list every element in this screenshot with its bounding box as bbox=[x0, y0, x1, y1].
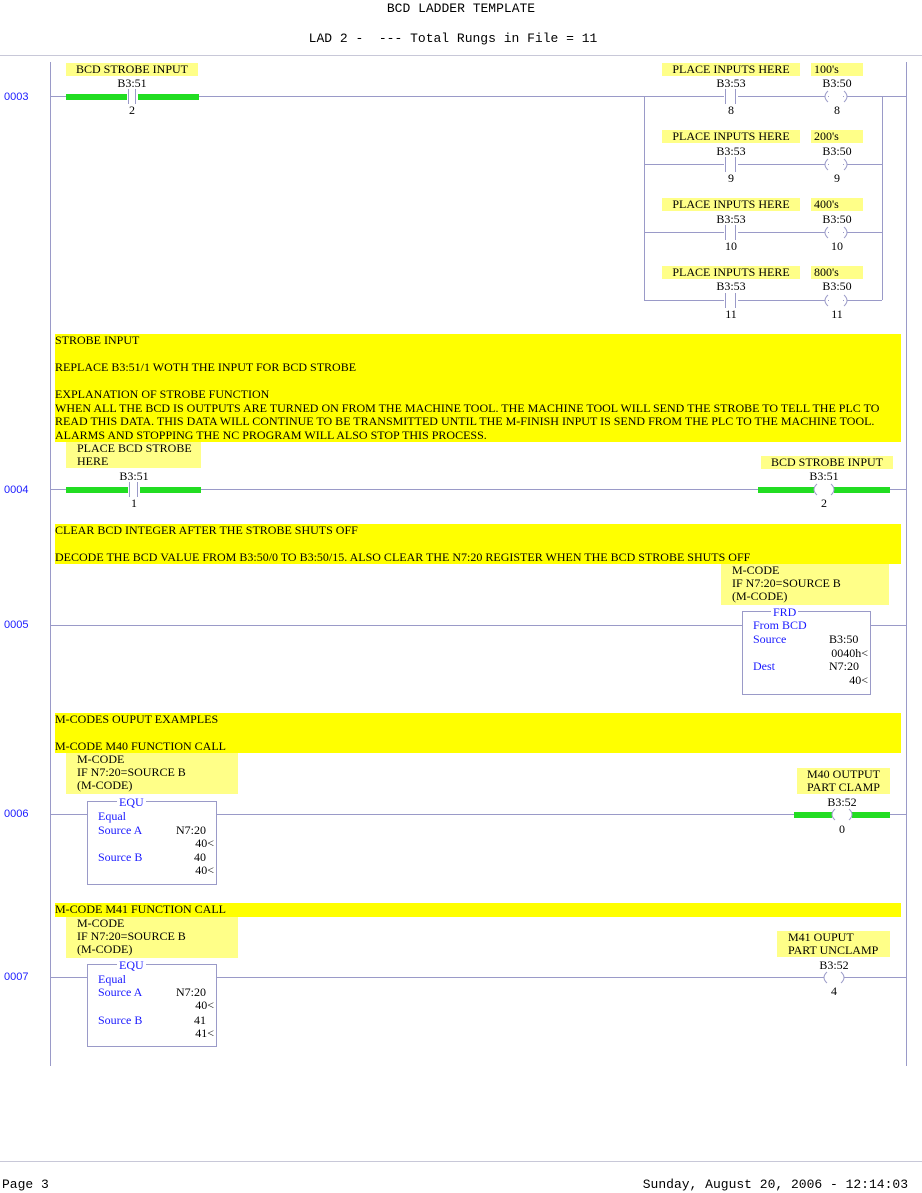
coil-description: BCD STROBE INPUT bbox=[761, 456, 893, 469]
branch-input-description: PLACE INPUTS HERE bbox=[662, 198, 800, 211]
rung-number-0006[interactable]: 0006 bbox=[4, 808, 29, 820]
contact-description bbox=[66, 442, 201, 468]
branch-coil-address: B3:50 bbox=[822, 279, 852, 293]
frd-instruction-box[interactable] bbox=[742, 605, 871, 695]
instruction-description-line1: M-CODE bbox=[77, 752, 125, 766]
branch-input-address: B3:53 bbox=[716, 144, 746, 158]
branch-input-description: PLACE INPUTS HERE bbox=[662, 63, 800, 76]
equ-mnemonic: EQU bbox=[119, 958, 144, 972]
branch-input-address: B3:53 bbox=[716, 279, 746, 293]
coil-address: B3:52 bbox=[827, 795, 857, 809]
equ-source-b-label: Source B bbox=[98, 850, 143, 864]
contact-b3-53-11 bbox=[724, 293, 738, 308]
equ-source-a-label: Source A bbox=[98, 823, 143, 837]
contact-bit: 1 bbox=[131, 496, 137, 510]
instruction-description-line2: IF N7:20=SOURCE B bbox=[77, 929, 186, 943]
rung-comment: CLEAR BCD INTEGER AFTER THE STROBE SHUTS OFF DECODE THE BCD VALUE FROM B3:50/0 TO B3:50/15. ALSO CLEAR THE N7:20 REGISTER WHEN THE BCD STROBE SHUTS OFF bbox=[55, 524, 901, 564]
contact-address: B3:51 bbox=[117, 76, 147, 90]
branch-coil-address: B3:50 bbox=[822, 212, 852, 226]
coil-address: B3:51 bbox=[809, 469, 839, 483]
equ-source-b: 41 bbox=[194, 1013, 206, 1027]
instruction-description-line3: (M-CODE) bbox=[77, 942, 133, 956]
equ-instruction-box[interactable] bbox=[87, 795, 217, 885]
page-number: Page 3 bbox=[2, 1177, 49, 1192]
equ-source-b-value: 41< bbox=[195, 1026, 214, 1040]
frd-mnemonic: FRD bbox=[773, 605, 797, 619]
branch-coil-description: 100's bbox=[811, 63, 863, 76]
branch-input-address: B3:53 bbox=[716, 76, 746, 90]
coil-bit: 2 bbox=[821, 496, 827, 510]
branch-coil-bit: 8 bbox=[834, 103, 840, 117]
rung-comment: M-CODES OUPUT EXAMPLES M-CODE M40 FUNCTION CALL bbox=[55, 713, 901, 753]
equ-source-a: N7:20 bbox=[176, 985, 206, 999]
equ-name: Equal bbox=[98, 972, 126, 986]
branch-coil-address: B3:50 bbox=[822, 76, 852, 90]
instruction-description-line3: (M-CODE) bbox=[732, 589, 788, 603]
branch-coil-description: 200's bbox=[811, 130, 863, 143]
coil-description bbox=[777, 931, 890, 957]
equ-name: Equal bbox=[98, 809, 126, 823]
contact-description-line1: PLACE BCD STROBE bbox=[77, 441, 192, 455]
coil-description-line2: PART UNCLAMP bbox=[788, 943, 879, 957]
equ-instruction-box[interactable] bbox=[87, 958, 217, 1047]
branch-coil-bit: 11 bbox=[831, 307, 843, 321]
instruction-description-line1: M-CODE bbox=[77, 916, 125, 930]
branch-input-address: B3:53 bbox=[716, 212, 746, 226]
coil-bit: 4 bbox=[831, 984, 837, 998]
branch-coil-bit: 9 bbox=[834, 171, 840, 185]
contact-b3-51-1 bbox=[128, 482, 140, 497]
contact-description-line2: HERE bbox=[77, 454, 109, 468]
instruction-description-line2: IF N7:20=SOURCE B bbox=[77, 765, 186, 779]
branch-input-bit: 10 bbox=[725, 239, 737, 253]
instruction-description bbox=[721, 564, 889, 605]
instruction-description-line3: (M-CODE) bbox=[77, 778, 133, 792]
contact-b3-53-8 bbox=[724, 89, 738, 104]
equ-source-b-value: 40< bbox=[195, 863, 214, 877]
coil-address: B3:52 bbox=[819, 958, 849, 972]
instruction-description-line2: IF N7:20=SOURCE B bbox=[732, 576, 841, 590]
rung-number-0005[interactable]: 0005 bbox=[4, 619, 29, 631]
document-subtitle: LAD 2 - --- Total Rungs in File = 11 bbox=[308, 31, 598, 46]
frd-name: From BCD bbox=[753, 618, 807, 632]
contact-address: B3:51 bbox=[119, 469, 149, 483]
branch-coil-description: 800's bbox=[811, 266, 863, 279]
document-title: BCD LADDER TEMPLATE bbox=[386, 1, 536, 16]
rung-number-0007[interactable]: 0007 bbox=[4, 971, 29, 983]
contact-description: BCD STROBE INPUT bbox=[66, 63, 198, 76]
frd-dest-label: Dest bbox=[753, 659, 775, 673]
rung-comment: M-CODE M41 FUNCTION CALL bbox=[55, 903, 901, 917]
branch-input-bit: 9 bbox=[728, 171, 734, 185]
rung-comment: STROBE INPUT REPLACE B3:51/1 WOTH THE INPUT FOR BCD STROBE EXPLANATION OF STROBE FUNCTION WHEN ALL THE BCD IS OUTPUTS ARE TURNED ON FROM THE MACHINE TOOL. THE MACHINE TOOL WILL SEND THE STROBE TO TELL THE PLC TO READ THIS DATA. THIS DATA WILL CONTINUE TO BE TRANSMITTED UNTIL THE M-FINISH INPUT IS SEND FROM THE PLC TO THE MACHINE TOOL. ALARMS AND STOPPING THE NC PROGRAM WILL ALSO STOP THIS PROCESS. bbox=[55, 334, 901, 442]
frd-source-label: Source bbox=[753, 632, 787, 646]
equ-source-b: 40 bbox=[194, 850, 206, 864]
print-datetime: Sunday, August 20, 2006 - 12:14:03 bbox=[642, 1177, 908, 1192]
equ-source-a-value: 40< bbox=[195, 836, 214, 850]
rung-number-0004[interactable]: 0004 bbox=[4, 484, 29, 496]
contact-bit: 2 bbox=[129, 103, 135, 117]
equ-source-a: N7:20 bbox=[176, 823, 206, 837]
frd-source-value: 0040h< bbox=[831, 646, 868, 660]
rung-number-0003[interactable]: 0003 bbox=[4, 91, 29, 103]
frd-source: B3:50 bbox=[829, 632, 859, 646]
branch-input-description: PLACE INPUTS HERE bbox=[662, 130, 800, 143]
coil-description-line1: M41 OUPUT bbox=[788, 930, 854, 944]
branch-input-bit: 8 bbox=[728, 103, 734, 117]
branch-coil-description: 400's bbox=[811, 198, 863, 211]
branch-input-bit: 11 bbox=[725, 307, 737, 321]
branch-coil-bit: 10 bbox=[831, 239, 843, 253]
frd-dest-value: 40< bbox=[849, 673, 868, 687]
instruction-description-line1: M-CODE bbox=[732, 563, 780, 577]
equ-mnemonic: EQU bbox=[119, 795, 144, 809]
contact-b3-51-2 bbox=[127, 89, 138, 104]
branch-coil-address: B3:50 bbox=[822, 144, 852, 158]
coil-description-line2: PART CLAMP bbox=[807, 780, 880, 794]
equ-source-a-value: 40< bbox=[195, 998, 214, 1012]
branch-input-description: PLACE INPUTS HERE bbox=[662, 266, 800, 279]
equ-source-b-label: Source B bbox=[98, 1013, 143, 1027]
coil-description bbox=[797, 768, 890, 794]
frd-dest: N7:20 bbox=[829, 659, 859, 673]
instruction-description bbox=[66, 753, 238, 794]
coil-bit: 0 bbox=[839, 822, 845, 836]
contact-b3-53-10 bbox=[724, 225, 738, 240]
instruction-description bbox=[66, 917, 238, 958]
coil-description-line1: M40 OUTPUT bbox=[806, 767, 880, 781]
contact-b3-53-9 bbox=[724, 157, 738, 172]
equ-source-a-label: Source A bbox=[98, 985, 143, 999]
